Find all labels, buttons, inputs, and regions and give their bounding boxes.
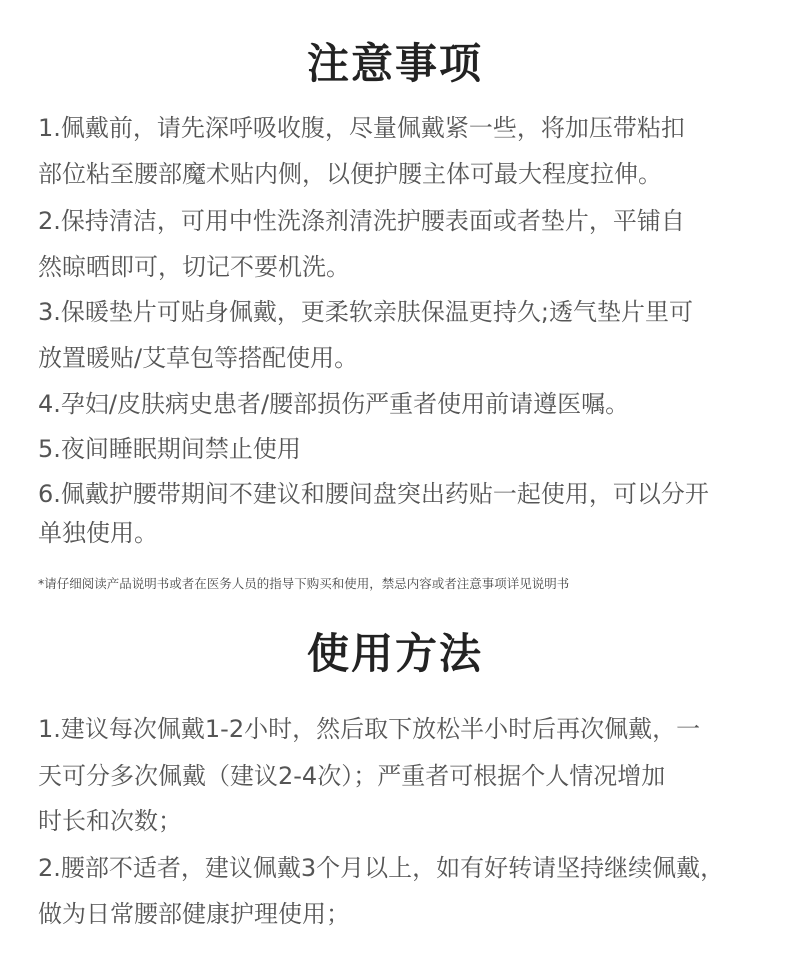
precautions-line: 6.佩戴护腰带期间不建议和腰间盘突出药贴一起使用，可以分开 <box>38 480 709 508</box>
usage-title: 使用方法 <box>306 629 483 678</box>
precautions-line: 1.佩戴前，请先深呼吸收腹，尽量佩戴紧一些，将加压带粘扣 <box>38 114 685 142</box>
usage-line: 2.腰部不适者，建议佩戴3个月以上，如有好转请坚持继续佩戴， <box>38 854 725 882</box>
precautions-line: 2.保持清洁，可用中性洗涤剂清洗护腰表面或者垫片，平铺自 <box>38 207 685 235</box>
precautions-line: 然晾晒即可，切记不要机洗。 <box>38 253 350 281</box>
precautions-line: 4.孕妇/皮肤病史患者/腰部损伤严重者使用前请遵医嘱。 <box>38 390 630 418</box>
disclaimer-note: *请仔细阅读产品说明书或者在医务人员的指导下购买和使用，禁忌内容或者注意事项详见说明书 <box>38 576 570 591</box>
usage-line: 做为日常腰部健康护理使用； <box>38 900 350 928</box>
usage-line: 时长和次数； <box>38 807 182 835</box>
precautions-line: 放置暖贴/艾草包等搭配使用。 <box>38 344 359 372</box>
precautions-line: 5.夜间睡眠期间禁止使用 <box>38 435 301 463</box>
usage-line: 1.建议每次佩戴1-2小时，然后取下放松半小时后再次佩戴，一 <box>38 715 701 743</box>
precautions-title: 注意事项 <box>306 39 483 88</box>
precautions-line: 单独使用。 <box>38 519 158 547</box>
usage-line: 天可分多次佩戴（建议2-4次）；严重者可根据个人情况增加 <box>38 762 666 790</box>
precautions-line: 3.保暖垫片可贴身佩戴，更柔软亲肤保温更持久;透气垫片里可 <box>38 298 693 326</box>
precautions-line: 部位粘至腰部魔术贴内侧，以便护腰主体可最大程度拉伸。 <box>38 160 662 188</box>
